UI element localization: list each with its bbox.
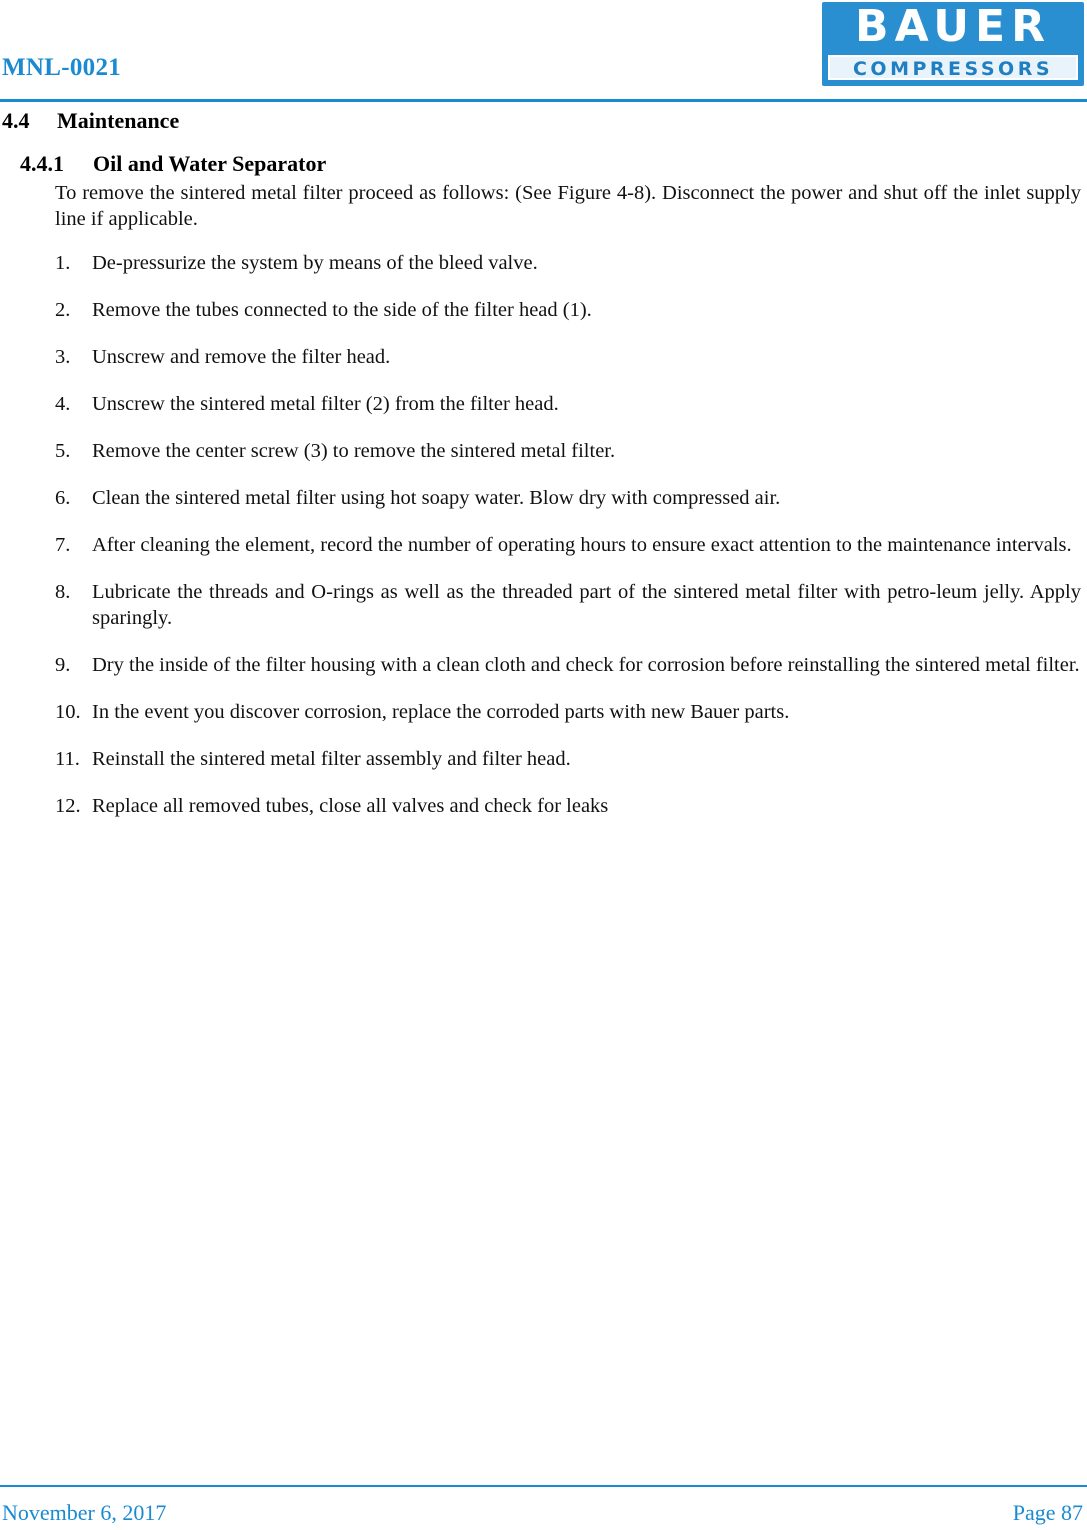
procedure-step bbox=[55, 532, 1081, 558]
procedure-steps bbox=[55, 250, 1081, 819]
step-text: Unscrew and remove the filter head. bbox=[92, 346, 391, 368]
step-number: 2. bbox=[55, 299, 71, 321]
intro-paragraph: To remove the sintered metal filter proceed as follows: (See Figure 4-8). Disconnect the power and shut off the inlet supply line if applicable. bbox=[55, 182, 1081, 230]
step-text: De-pressurize the system by means of the bleed valve. bbox=[92, 252, 538, 274]
step-number: 5. bbox=[55, 440, 71, 462]
document-code: MNL-0021 bbox=[2, 54, 122, 81]
logo-word: BAUER bbox=[855, 1, 1051, 52]
procedure-step bbox=[55, 297, 1081, 323]
procedure-step bbox=[55, 391, 1081, 417]
bauer-compressors-logo bbox=[822, 2, 1084, 86]
step-text: Unscrew the sintered metal filter (2) from the filter head. bbox=[92, 393, 559, 415]
step-text: In the event you discover corrosion, replace the corroded parts with new Bauer parts. bbox=[92, 701, 790, 723]
step-text: Clean the sintered metal filter using hot soapy water. Blow dry with compressed air. bbox=[92, 487, 781, 509]
step-text: Replace all removed tubes, close all valves and check for leaks bbox=[92, 795, 609, 817]
procedure-step bbox=[55, 438, 1081, 464]
procedure-step bbox=[55, 344, 1081, 370]
step-text: After cleaning the element, record the number of operating hours to ensure exact attention to the maintenance intervals. bbox=[92, 534, 1072, 556]
procedure-step bbox=[55, 746, 1081, 772]
step-number: 9. bbox=[55, 654, 71, 676]
footer-divider bbox=[0, 1485, 1087, 1487]
step-number: 12. bbox=[55, 795, 81, 817]
logo-subtitle: COMPRESSORS bbox=[828, 55, 1078, 80]
step-number: 8. bbox=[55, 581, 71, 603]
section-number: 4.4 bbox=[2, 108, 30, 133]
procedure-step bbox=[55, 579, 1081, 631]
step-text: Remove the tubes connected to the side of the filter head (1). bbox=[92, 299, 592, 321]
step-number: 10. bbox=[55, 701, 81, 723]
step-number: 7. bbox=[55, 534, 71, 556]
page-number: Page 87 bbox=[1012, 1500, 1083, 1525]
procedure-step bbox=[55, 699, 1081, 725]
step-number: 3. bbox=[55, 346, 71, 368]
step-number: 1. bbox=[55, 252, 71, 274]
step-text: Reinstall the sintered metal filter assembly and filter head. bbox=[92, 748, 571, 770]
step-text: Lubricate the threads and O-rings as well as the threaded part of the sintered metal filter with petro-leum jelly. Apply sparingly. bbox=[92, 581, 1081, 629]
header-divider bbox=[0, 99, 1087, 102]
step-text: Remove the center screw (3) to remove the sintered metal filter. bbox=[92, 440, 616, 462]
procedure-step bbox=[55, 485, 1081, 511]
procedure-step bbox=[55, 793, 1081, 819]
step-number: 11. bbox=[55, 748, 80, 770]
step-number: 6. bbox=[55, 487, 71, 509]
section-body bbox=[55, 180, 1081, 840]
subsection-title: Oil and Water Separator bbox=[93, 151, 327, 176]
procedure-step bbox=[55, 250, 1081, 276]
step-number: 4. bbox=[55, 393, 71, 415]
section-title: Maintenance bbox=[57, 108, 180, 133]
subsection-number: 4.4.1 bbox=[20, 151, 64, 176]
procedure-step bbox=[55, 652, 1081, 678]
step-text: Dry the inside of the filter housing with a clean cloth and check for corrosion before reinstalling the sintered metal filter. bbox=[92, 654, 1080, 676]
footer-date: November 6, 2017 bbox=[2, 1500, 167, 1525]
